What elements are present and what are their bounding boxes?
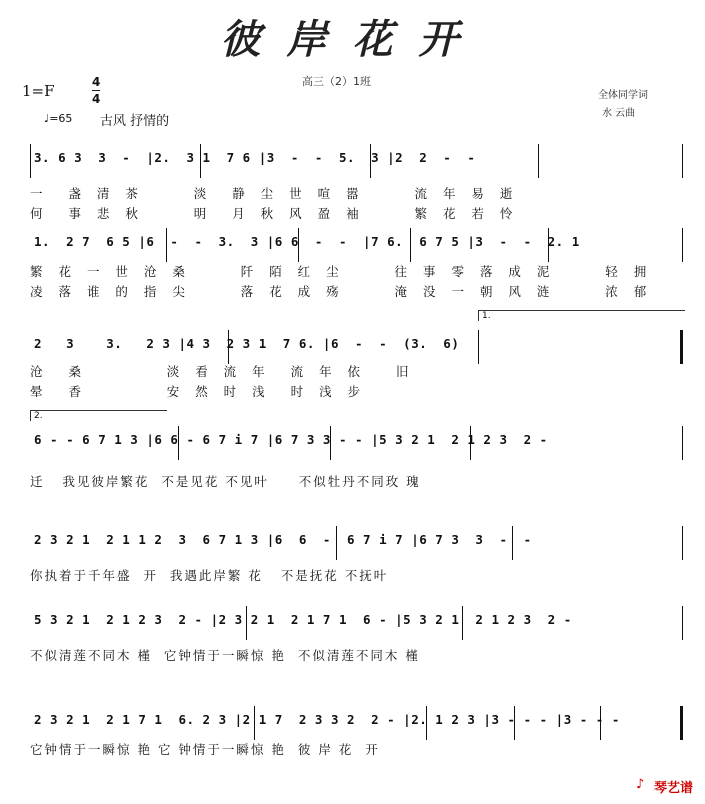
notes-row-2: 1. 2 7 6 5 |6 - - 3. 3 |6 6 - - |7 6. 6 7 5 |3 - - 2. 1: [34, 234, 580, 249]
time-top: 4: [92, 75, 101, 89]
lyrics-row-1-verse-2: 何 事 悲 秋 明 月 秋 风 盈 袖 繁 花 若 怜: [30, 206, 519, 221]
staff-row-2: [30, 234, 685, 299]
staff-row-3: [30, 311, 685, 399]
volta-2: 2.: [30, 410, 167, 421]
logo-icon: ♪: [635, 777, 645, 792]
lyrics-row-3-verse-1: 沧 桑 淡 看 流 年 流 年 依 旧: [30, 364, 415, 379]
tempo-marking: ♩=65: [44, 112, 73, 125]
site-logo: [635, 777, 693, 796]
lyrics-row-2-verse-1: 繁 花 一 世 沧 桑 阡 陌 红 尘 往 事 零 落 成 泥 轻 拥: [30, 264, 653, 279]
style-marking: 古风 抒情的: [100, 114, 170, 129]
time-signature: [92, 74, 100, 107]
notes-row-5: 2 3 2 1 2 1 1 2 3 6 7 1 3 |6 6 - 6 7 i 7 |6 7 3 3 - -: [34, 532, 532, 547]
composer-credit: 水 云曲: [602, 108, 636, 119]
key-signature: 1=F: [22, 82, 55, 100]
volta-1: 1.: [478, 310, 685, 321]
song-title: 彼岸花开: [220, 16, 485, 63]
lyrics-row-5: 你执着于千年盛 开 我遇此岸繁 花 不是抚花 不抚叶: [30, 568, 389, 583]
logo-text: 琴艺谱: [653, 781, 693, 796]
lyrics-row-7: 它钟情于一瞬惊 艳 它 钟情于一瞬惊 艳 彼 岸 花 开: [30, 742, 380, 757]
time-bottom: 4: [92, 92, 101, 106]
lyrics-row-1-verse-1: 一 盏 清 茶 淡 静 尘 世 喧 嚣 流 年 易 逝: [30, 186, 519, 201]
subtitle: 高三（2）1班: [302, 75, 371, 88]
staff-row-7: [30, 712, 685, 757]
notes-row-3: 2 3 3. 2 3 |4 3 2 3 1 7 6. |6 - - (3. 6): [34, 336, 460, 351]
lyrics-row-4: 迁 我见彼岸繁花 不是见花 不见叶 不似牡丹不同玫 瑰: [30, 474, 421, 489]
lyricist-credit: 全体同学词: [598, 90, 648, 101]
staff-row-5: [30, 532, 685, 583]
notes-row-7: 2 3 2 1 2 1 7 1 6. 2 3 |2 1 7 2 3 3 2 2 - |2. 1 2 3 |3 - - - |3 - - -: [34, 712, 620, 727]
notes-row-6: 5 3 2 1 2 1 2 3 2 - |2 3 2 1 2 1 7 1 6 - |5 3 2 1 2 1 2 3 2 -: [34, 612, 572, 627]
staff-row-6: [30, 612, 685, 663]
staff-row-4: [30, 411, 685, 489]
lyrics-row-6: 不似清莲不同木 槿 它钟情于一瞬惊 艳 不似清莲不同木 槿: [30, 648, 420, 663]
staff-row-1: [30, 150, 685, 221]
lyrics-row-2-verse-2: 凌 落 谁 的 指 尖 落 花 成 殇 淹 没 一 朝 风 涟 浓 郁: [30, 284, 653, 299]
lyrics-row-3-verse-2: 晕 香 安 然 时 浅 时 浅 步: [30, 384, 367, 399]
notes-row-4: 6 - - 6 7 1 3 |6 6 - 6 7 i 7 |6 7 3 3 - - |5 3 2 1 2 1 2 3 2 -: [34, 432, 548, 447]
notes-row-1: 3. 6 3 3 - |2. 3 1 7 6 |3 - - 5. 3 |2 2 - -: [34, 150, 476, 165]
